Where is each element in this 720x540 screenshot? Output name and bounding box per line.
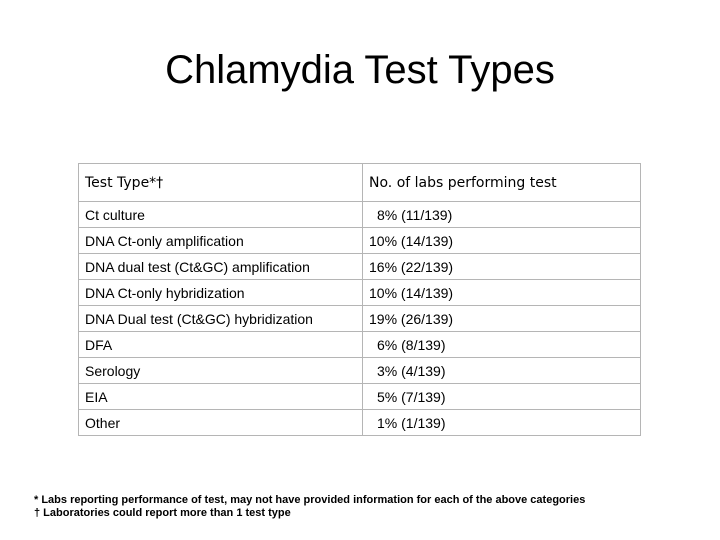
table-row	[79, 228, 641, 254]
cell-test-type: DNA Ct-only amplification	[79, 228, 363, 254]
table-row	[79, 358, 641, 384]
cell-test-type: DNA Dual test (Ct&GC) hybridization	[79, 306, 363, 332]
cell-test-type: Serology	[79, 358, 363, 384]
cell-test-type: DNA Ct-only hybridization	[79, 280, 363, 306]
footnotes	[34, 494, 585, 520]
cell-labs-performing: 5% (7/139)	[363, 384, 641, 410]
cell-test-type: Other	[79, 410, 363, 436]
cell-labs-performing: 8% (11/139)	[363, 202, 641, 228]
header-test-type: Test Type*†	[79, 164, 363, 202]
table-row	[79, 202, 641, 228]
header-labs-performing: No. of labs performing test	[363, 164, 641, 202]
cell-test-type: Ct culture	[79, 202, 363, 228]
cell-labs-performing: 10% (14/139)	[363, 228, 641, 254]
cell-test-type: DFA	[79, 332, 363, 358]
cell-labs-performing: 3% (4/139)	[363, 358, 641, 384]
table-row	[79, 306, 641, 332]
cell-labs-performing: 6% (8/139)	[363, 332, 641, 358]
table-row	[79, 254, 641, 280]
table-row	[79, 280, 641, 306]
table-header-row	[79, 164, 641, 202]
cell-test-type: DNA dual test (Ct&GC) amplification	[79, 254, 363, 280]
cell-labs-performing: 19% (26/139)	[363, 306, 641, 332]
footnote-dagger: † Laboratories could report more than 1 test type	[34, 507, 291, 519]
cell-labs-performing: 16% (22/139)	[363, 254, 641, 280]
cell-labs-performing: 10% (14/139)	[363, 280, 641, 306]
footnote-asterisk: * Labs reporting performance of test, may not have provided information for each of the above categories	[34, 494, 586, 506]
test-types-table	[78, 163, 641, 436]
table-row	[79, 384, 641, 410]
cell-labs-performing: 1% (1/139)	[363, 410, 641, 436]
table-row	[79, 332, 641, 358]
cell-test-type: EIA	[79, 384, 363, 410]
slide-title: Chlamydia Test Types	[165, 48, 555, 92]
table-row	[79, 410, 641, 436]
